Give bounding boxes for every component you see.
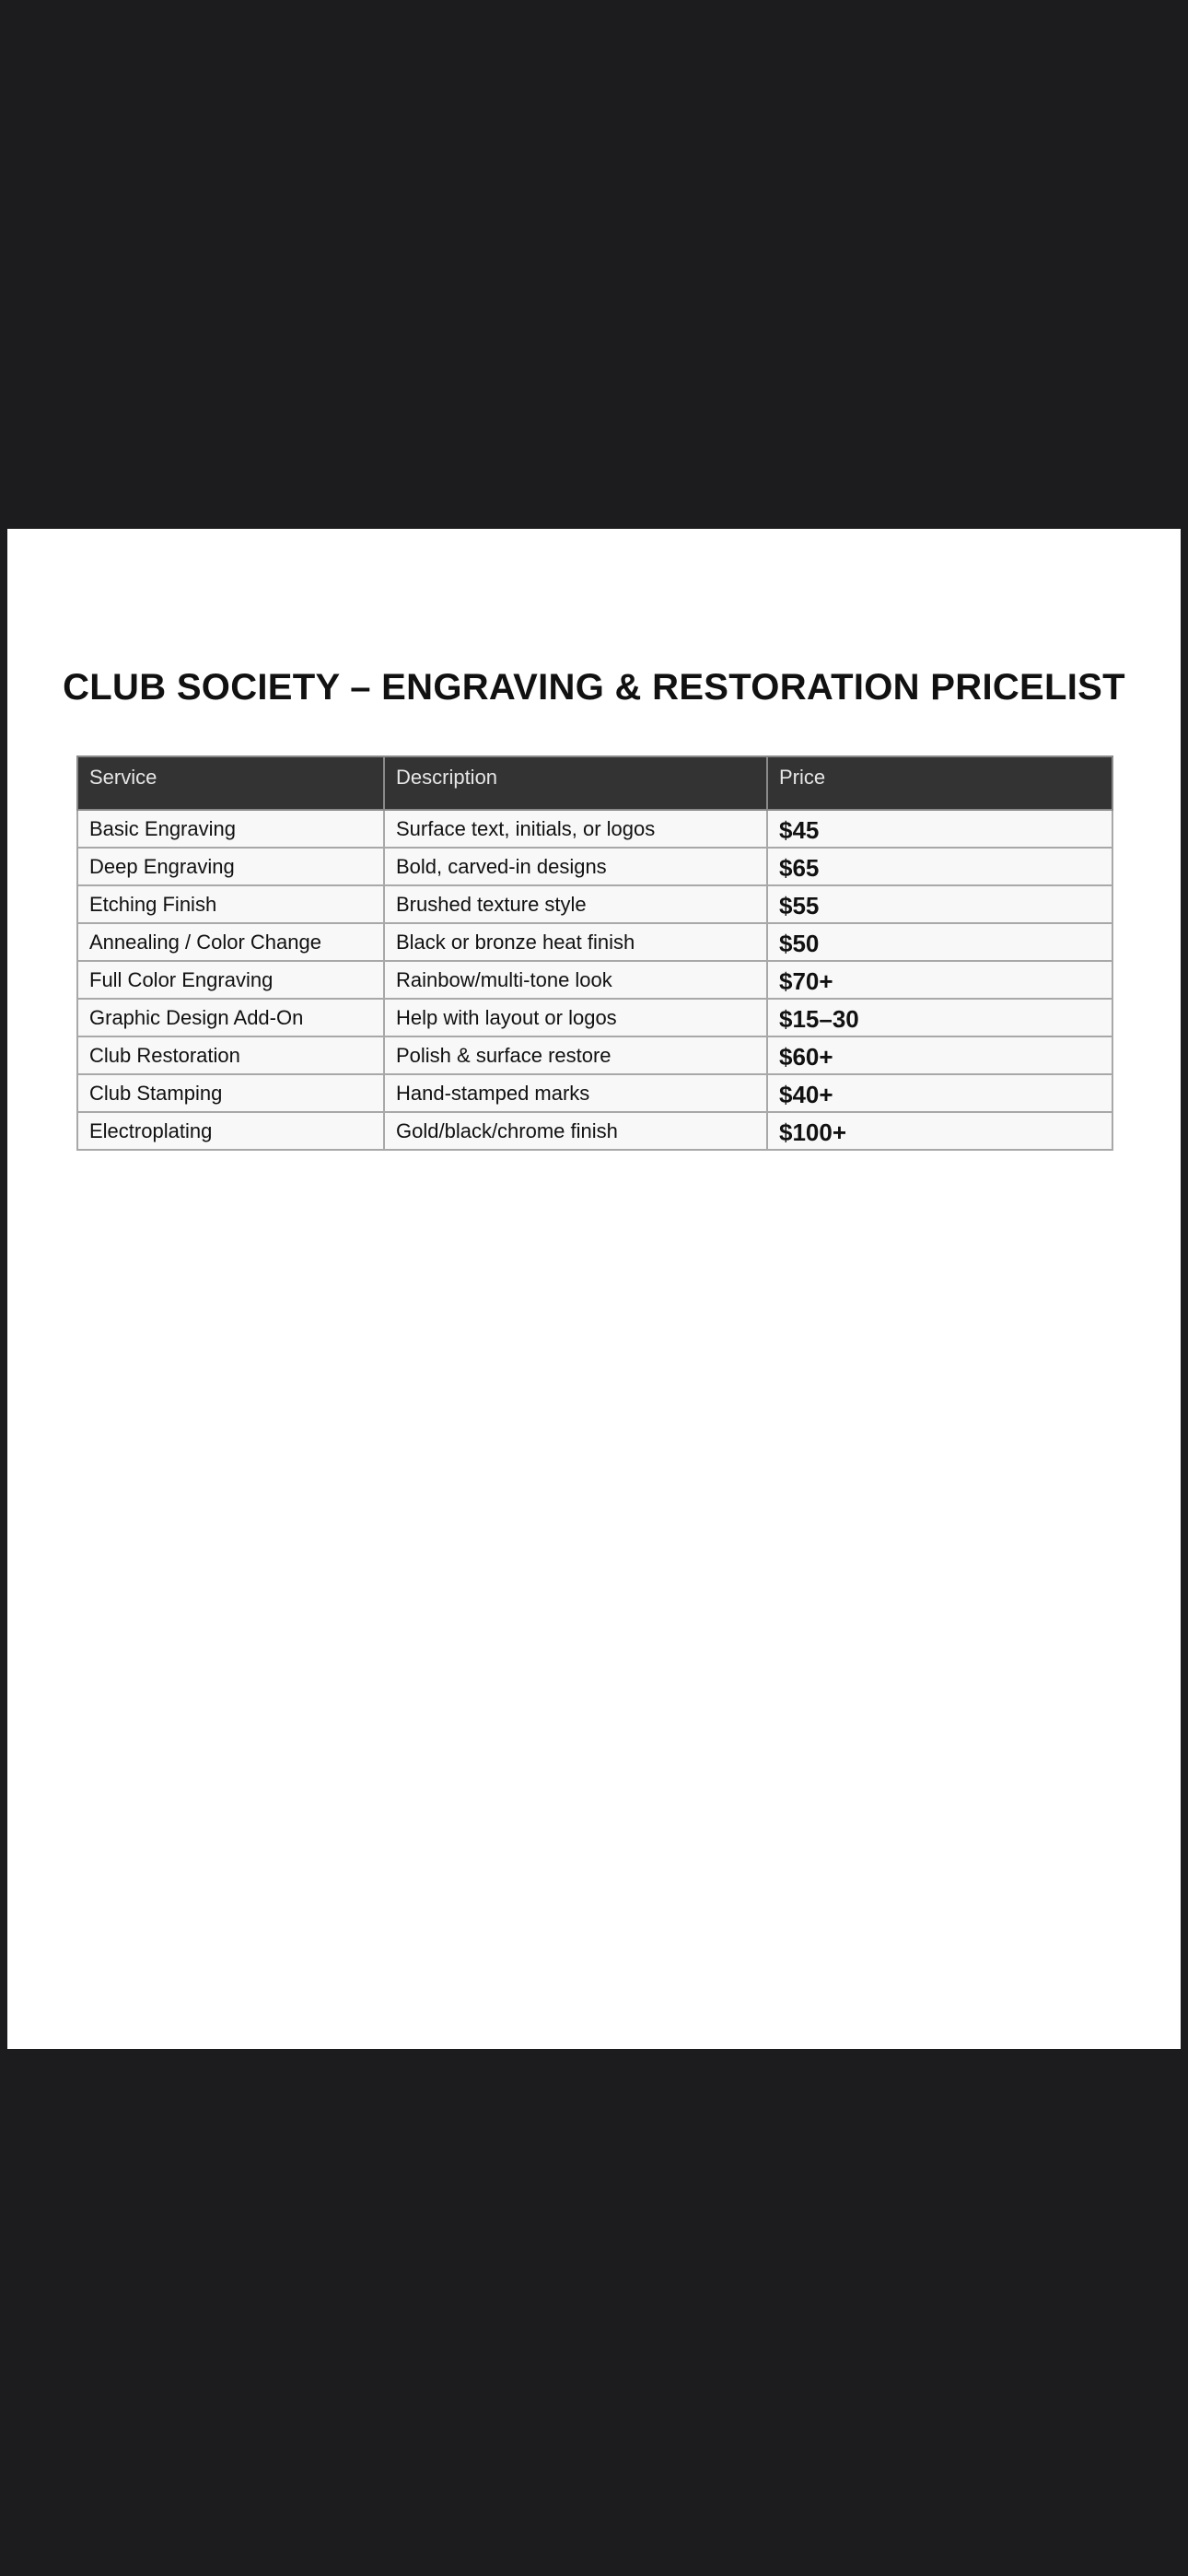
price-cell: $45 [767,810,1112,848]
service-cell: Full Color Engraving [77,961,384,999]
price-cell: $60+ [767,1036,1112,1074]
price-cell: $55 [767,885,1112,923]
document-page [7,529,1181,2049]
service-cell: Club Restoration [77,1036,384,1074]
description-cell: Brushed texture style [384,885,767,923]
service-cell: Basic Engraving [77,810,384,848]
price-cell: $50 [767,923,1112,961]
service-cell: Electroplating [77,1112,384,1150]
description-cell: Help with layout or logos [384,999,767,1036]
description-cell: Gold/black/chrome finish [384,1112,767,1150]
table-row [77,810,1112,848]
table-row [77,848,1112,885]
table-row [77,961,1112,999]
description-cell: Polish & surface restore [384,1036,767,1074]
description-cell: Surface text, initials, or logos [384,810,767,848]
table-row [77,1074,1112,1112]
table-row [77,923,1112,961]
description-cell: Bold, carved-in designs [384,848,767,885]
description-cell: Black or bronze heat finish [384,923,767,961]
table-row [77,885,1112,923]
table-row [77,1112,1112,1150]
price-cell: $40+ [767,1074,1112,1112]
table-header-row [77,756,1112,810]
description-cell: Rainbow/multi-tone look [384,961,767,999]
service-cell: Annealing / Color Change [77,923,384,961]
service-cell: Etching Finish [77,885,384,923]
column-header-price: Price [767,756,1112,810]
table-row [77,1036,1112,1074]
price-cell: $100+ [767,1112,1112,1150]
service-cell: Deep Engraving [77,848,384,885]
table-row [77,999,1112,1036]
price-cell: $65 [767,848,1112,885]
pricelist-table [76,755,1113,1151]
service-cell: Club Stamping [77,1074,384,1112]
service-cell: Graphic Design Add-On [77,999,384,1036]
price-cell: $70+ [767,961,1112,999]
page-title: CLUB SOCIETY – ENGRAVING & RESTORATION PRICELIST [63,667,1125,708]
description-cell: Hand-stamped marks [384,1074,767,1112]
price-cell: $15–30 [767,999,1112,1036]
column-header-service: Service [77,756,384,810]
column-header-description: Description [384,756,767,810]
